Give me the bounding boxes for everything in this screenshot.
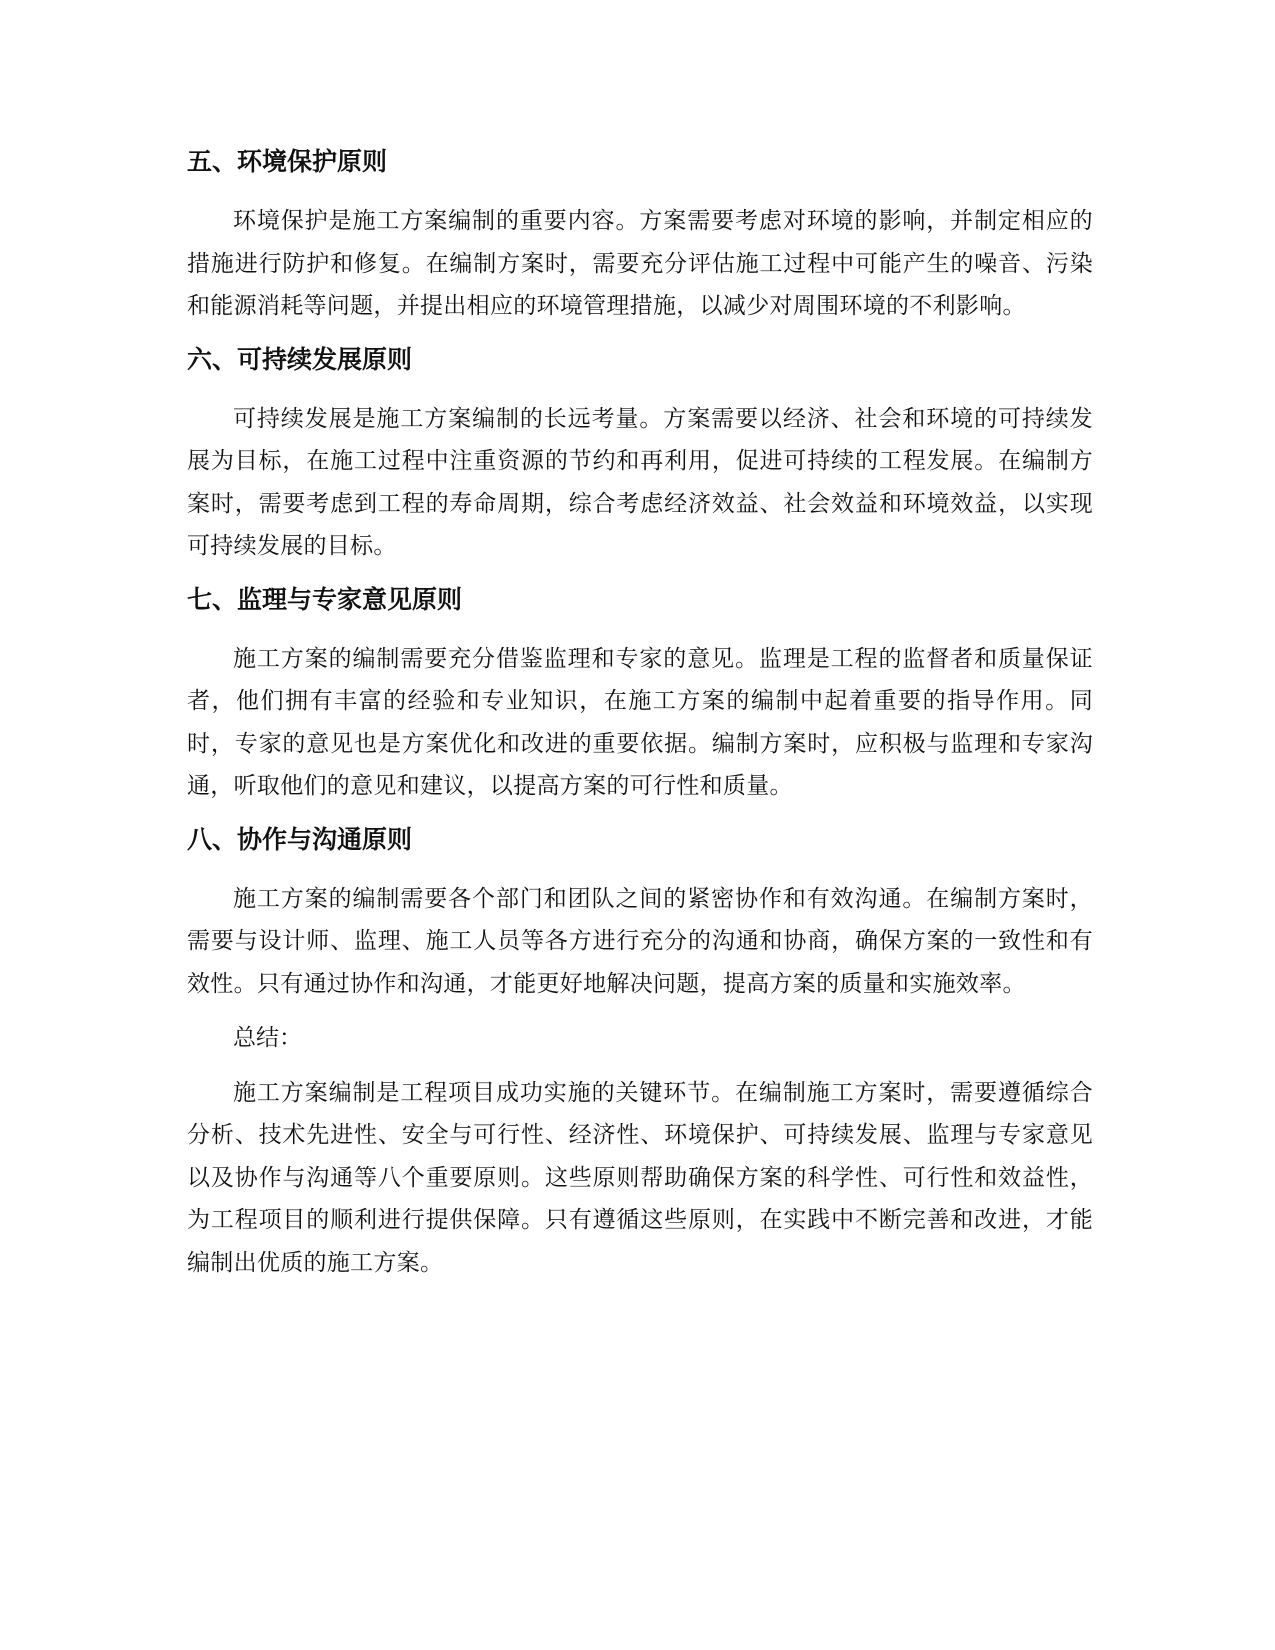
section-paragraph: 施工方案的编制需要各个部门和团队之间的紧密协作和有效沟通。在编制方案时，需要与设计师、监理、施工人员等各方进行充分的沟通和协商，确保方案的一致性和有效性。只有通过协作和沟通，才能更好地解决问题，提高方案的质量和实施效率。 <box>187 885 1093 997</box>
summary-section <box>187 1017 1093 1284</box>
section-heading: 八、协作与沟通原则 <box>187 824 413 854</box>
document-page <box>187 142 1093 1296</box>
section-paragraph: 可持续发展是施工方案编制的长远考量。方案需要以经济、社会和环境的可持续发展为目标，在施工过程中注重资源的节约和再利用，促进可持续的工程发展。在编制方案时，需要考虑到工程的寿命周期，综合考虑经济效益、社会效益和环境效益，以实现可持续发展的目标。 <box>187 405 1093 559</box>
section-heading: 五、环境保护原则 <box>187 147 388 176</box>
section-environmental-protection <box>187 142 1093 328</box>
summary-label: 总结： <box>233 1025 302 1051</box>
section-sustainable-development <box>187 340 1093 568</box>
section-paragraph: 环境保护是施工方案编制的重要内容。方案需要考虑对环境的影响，并制定相应的措施进行防护和修复。在编制方案时，需要充分评估施工过程中可能产生的噪音、污染和能源消耗等问题，并提出相应的环境管理措施，以减少对周围环境的不利影响。 <box>187 208 1093 319</box>
section-supervision-expert-opinion <box>187 580 1093 808</box>
section-heading: 六、可持续发展原则 <box>187 344 413 374</box>
section-paragraph: 施工方案的编制需要充分借鉴监理和专家的意见。监理是工程的监督者和质量保证者，他们拥有丰富的经验和专业知识，在施工方案的编制中起着重要的指导作用。同时，专家的意见也是方案优化和改进的重要依据。编制方案时，应积极与监理和专家沟通，听取他们的意见和建议，以提高方案的可行性和质量。 <box>187 645 1093 799</box>
section-heading: 七、监理与专家意见原则 <box>187 584 463 614</box>
summary-paragraph: 施工方案编制是工程项目成功实施的关键环节。在编制施工方案时，需要遵循综合分析、技术先进性、安全与可行性、经济性、环境保护、可持续发展、监理与专家意见以及协作与沟通等八个重要原则。这些原则帮助确保方案的科学性、可行性和效益性，为工程项目的顺利进行提供保障。只有遵循这些原则，在实践中不断完善和改进，才能编制出优质的施工方案。 <box>187 1079 1093 1276</box>
section-collaboration-communication <box>187 820 1093 1006</box>
